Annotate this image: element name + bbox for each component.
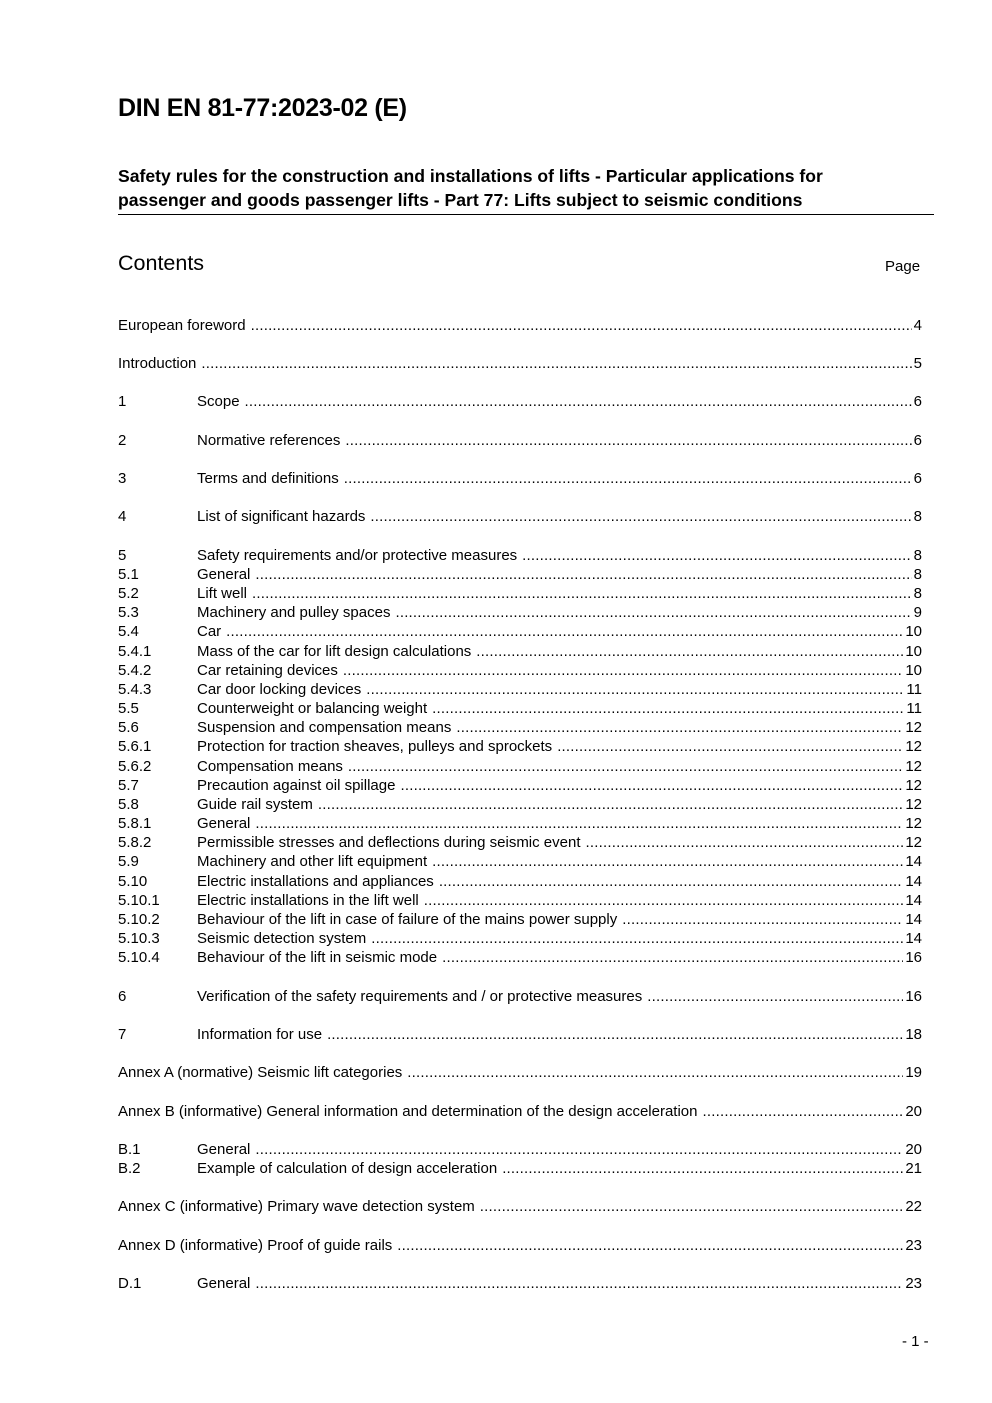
toc-entry-title: Verification of the safety requirements and / or protective measures	[197, 988, 643, 1005]
toc-entry-number: 5.4	[118, 623, 139, 640]
toc-entry-title: Protection for traction sheaves, pulleys and sprockets	[197, 738, 553, 755]
document-title	[118, 164, 934, 215]
toc-entry-number: 5.7	[118, 777, 139, 794]
toc-entry-number: B.2	[118, 1160, 141, 1177]
toc-entry-page: 5	[913, 355, 922, 372]
toc-dot-leader	[371, 929, 903, 948]
toc-entry[interactable]	[118, 1063, 922, 1082]
footer-page-number: - 1 -	[902, 1333, 929, 1350]
toc-entry-number: 2	[118, 432, 127, 449]
toc-entry-number: 5.8.1	[118, 815, 152, 832]
toc-dot-leader	[201, 354, 911, 373]
toc-entry-number: 5.6.2	[118, 758, 152, 775]
toc-dot-leader	[647, 987, 903, 1006]
toc-entry-page: 19	[905, 1064, 922, 1081]
toc-dot-leader	[476, 642, 903, 661]
toc-dot-leader	[255, 565, 911, 584]
toc-entry-title: Annex A (normative) Seismic lift categories	[118, 1064, 403, 1081]
toc-entry-number: 5.1	[118, 566, 139, 583]
toc-entry-title: Permissible stresses and deflections during seismic event	[197, 834, 581, 851]
toc-dot-leader	[366, 680, 904, 699]
toc-dot-leader	[432, 852, 903, 871]
toc-dot-leader	[400, 776, 903, 795]
toc-entry-title: Machinery and pulley spaces	[197, 604, 391, 621]
toc-entry-number: 7	[118, 1026, 127, 1043]
toc-entry-page: 8	[913, 547, 922, 564]
toc-entry-page: 11	[906, 700, 922, 717]
toc-entry-title: Electric installations and appliances	[197, 873, 434, 890]
toc-entry-number: 5	[118, 547, 127, 564]
toc-entry[interactable]	[118, 469, 922, 488]
toc-dot-leader	[348, 757, 903, 776]
toc-entry-title: Behaviour of the lift in seismic mode	[197, 949, 438, 966]
toc-entry[interactable]	[118, 316, 922, 335]
toc-entry-title: Electric installations in the lift well	[197, 892, 419, 909]
toc-dot-leader	[255, 1140, 903, 1159]
toc-entry-number: 5.4.2	[118, 662, 152, 679]
toc-entry[interactable]	[118, 1274, 922, 1293]
toc-entry-page: 6	[913, 393, 922, 410]
toc-entry[interactable]	[118, 814, 922, 833]
toc-entry-number: 5.5	[118, 700, 139, 717]
toc-entry[interactable]	[118, 833, 922, 852]
toc-entry[interactable]	[118, 661, 922, 680]
toc-dot-leader	[245, 392, 912, 411]
toc-entry-number: 5.10.4	[118, 949, 160, 966]
toc-dot-leader	[622, 910, 903, 929]
toc-entry-title: Guide rail system	[197, 796, 313, 813]
toc-entry-page: 10	[905, 643, 922, 660]
toc-entry-title: List of significant hazards	[197, 508, 366, 525]
toc-entry[interactable]	[118, 1140, 922, 1159]
toc-entry-page: 9	[913, 604, 922, 621]
toc-dot-leader	[252, 584, 912, 603]
toc-entry-title: Car	[197, 623, 222, 640]
toc-entry[interactable]	[118, 622, 922, 641]
toc-entry-title: General	[197, 566, 251, 583]
toc-entry-number: 5.10.3	[118, 930, 160, 947]
toc-entry-title: Lift well	[197, 585, 248, 602]
toc-entry-page: 14	[905, 853, 922, 870]
toc-entry[interactable]	[118, 354, 922, 373]
toc-entry-page: 20	[905, 1141, 922, 1158]
toc-entry[interactable]	[118, 584, 922, 603]
toc-entry[interactable]	[118, 852, 922, 871]
toc-entry-page: 20	[905, 1103, 922, 1120]
toc-entry-page: 8	[913, 566, 922, 583]
toc-entry-page: 16	[905, 988, 922, 1005]
toc-entry[interactable]	[118, 680, 922, 699]
toc-dot-leader	[370, 507, 911, 526]
toc-entry-number: B.1	[118, 1141, 141, 1158]
toc-entry-title: Normative references	[197, 432, 341, 449]
contents-heading: Contents	[118, 251, 205, 275]
toc-entry[interactable]	[118, 699, 922, 718]
toc-dot-leader	[439, 872, 904, 891]
toc-entry-number: 1	[118, 393, 127, 410]
toc-entry[interactable]	[118, 776, 922, 795]
toc-entry-title: Safety requirements and/or protective measures	[197, 547, 518, 564]
toc-entry[interactable]	[118, 1102, 922, 1121]
toc-dot-leader	[397, 1236, 903, 1255]
document-title-line-1: Safety rules for the construction and installations of lifts - Particular applications for	[118, 166, 823, 186]
toc-entry-number: 5.2	[118, 585, 139, 602]
toc-entry-page: 12	[905, 738, 922, 755]
toc-entry-page: 12	[905, 719, 922, 736]
toc-entry-page: 16	[905, 949, 922, 966]
toc-entry-title: Car door locking devices	[197, 681, 362, 698]
toc-entry-number: 5.4.3	[118, 681, 152, 698]
toc-entry-page: 23	[905, 1275, 922, 1292]
toc-entry[interactable]	[118, 929, 922, 948]
toc-entry-page: 14	[905, 873, 922, 890]
toc-entry-page: 12	[905, 777, 922, 794]
toc-entry-page: 11	[906, 681, 922, 698]
toc-entry-page: 8	[913, 508, 922, 525]
toc-entry[interactable]	[118, 948, 922, 967]
toc-entry[interactable]	[118, 891, 922, 910]
toc-entry-title: General	[197, 1141, 251, 1158]
toc-entry-title: Behaviour of the lift in case of failure of the mains power supply	[197, 911, 618, 928]
toc-entry[interactable]	[118, 1197, 922, 1216]
toc-entry-page: 4	[913, 317, 922, 334]
toc-entry-number: 5.3	[118, 604, 139, 621]
page-column-heading: Page	[885, 258, 921, 275]
toc-dot-leader	[251, 316, 912, 335]
toc-dot-leader	[255, 814, 903, 833]
toc-entry-page: 14	[905, 892, 922, 909]
toc-entry[interactable]	[118, 392, 922, 411]
toc-entry-number: 6	[118, 988, 127, 1005]
toc-entry-page: 6	[913, 432, 922, 449]
toc-entry[interactable]	[118, 910, 922, 929]
toc-entry-page: 12	[905, 758, 922, 775]
toc-entry-page: 23	[905, 1237, 922, 1254]
toc-entry[interactable]	[118, 987, 922, 1006]
toc-entry-number: 5.6	[118, 719, 139, 736]
toc-entry-page: 6	[913, 470, 922, 487]
toc-entry-number: 5.9	[118, 853, 139, 870]
toc-dot-leader	[703, 1102, 904, 1121]
toc-entry-page: 12	[905, 796, 922, 813]
toc-entry[interactable]	[118, 431, 922, 450]
toc-entry[interactable]	[118, 737, 922, 756]
toc-dot-leader	[226, 622, 903, 641]
toc-entry[interactable]	[118, 757, 922, 776]
toc-dot-leader	[456, 718, 903, 737]
toc-entry-page: 18	[905, 1026, 922, 1043]
toc-entry[interactable]	[118, 795, 922, 814]
toc-entry-title: Counterweight or balancing weight	[197, 700, 428, 717]
toc-dot-leader	[407, 1063, 903, 1082]
toc-dot-leader	[395, 603, 911, 622]
toc-entry-number: 5.6.1	[118, 738, 152, 755]
toc-dot-leader	[557, 737, 903, 756]
toc-dot-leader	[522, 546, 912, 565]
toc-dot-leader	[432, 699, 904, 718]
toc-entry-number: 3	[118, 470, 127, 487]
toc-entry-title: Terms and definitions	[197, 470, 339, 487]
toc-entry-title: European foreword	[118, 317, 246, 334]
toc-dot-leader	[442, 948, 903, 967]
toc-entry-number: D.1	[118, 1275, 142, 1292]
toc-dot-leader	[480, 1197, 904, 1216]
toc-entry-title: Annex B (informative) General information and determination of the design acceleration	[118, 1103, 698, 1120]
toc-dot-leader	[424, 891, 904, 910]
toc-dot-leader	[255, 1274, 903, 1293]
toc-entry-title: Information for use	[197, 1026, 323, 1043]
toc-entry-page: 10	[905, 623, 922, 640]
toc-entry[interactable]	[118, 642, 922, 661]
toc-entry-page: 10	[905, 662, 922, 679]
toc-entry[interactable]	[118, 507, 922, 526]
toc-dot-leader	[345, 431, 911, 450]
toc-entry-number: 5.8.2	[118, 834, 152, 851]
toc-entry-page: 12	[905, 815, 922, 832]
toc-entry-title: Mass of the car for lift design calculations	[197, 643, 472, 660]
toc-entry[interactable]	[118, 1159, 922, 1178]
toc-entry[interactable]	[118, 1236, 922, 1255]
document-title-line-2: passenger and goods passenger lifts - Part 77: Lifts subject to seismic conditions	[118, 190, 803, 210]
toc-entry-number: 5.10.2	[118, 911, 160, 928]
toc-entry[interactable]	[118, 603, 922, 622]
toc-entry-title: Suspension and compensation means	[197, 719, 452, 736]
toc-dot-leader	[343, 661, 903, 680]
toc-entry-title: General	[197, 1275, 251, 1292]
document-id: DIN EN 81-77:2023-02 (E)	[118, 94, 407, 122]
toc-entry-title: Compensation means	[197, 758, 343, 775]
toc-entry-number: 4	[118, 508, 127, 525]
toc-entry-title: Machinery and other lift equipment	[197, 853, 428, 870]
toc-entry[interactable]	[118, 718, 922, 737]
toc-entry-title: Scope	[197, 393, 240, 410]
toc-entry[interactable]	[118, 1025, 922, 1044]
toc-entry[interactable]	[118, 546, 922, 565]
toc-dot-leader	[344, 469, 912, 488]
toc-dot-leader	[586, 833, 904, 852]
toc-entry-number: 5.4.1	[118, 643, 152, 660]
toc-dot-leader	[318, 795, 903, 814]
toc-entry-page: 12	[905, 834, 922, 851]
toc-entry-number: 5.10	[118, 873, 148, 890]
toc-entry-page: 14	[905, 930, 922, 947]
toc-entry[interactable]	[118, 872, 922, 891]
toc-dot-leader	[327, 1025, 903, 1044]
toc-dot-leader	[502, 1159, 903, 1178]
toc-entry-page: 8	[913, 585, 922, 602]
toc-entry-title: Example of calculation of design acceleration	[197, 1160, 498, 1177]
toc-entry-title: Annex C (informative) Primary wave detection system	[118, 1198, 475, 1215]
toc-entry-page: 14	[905, 911, 922, 928]
toc-entry-number: 5.8	[118, 796, 139, 813]
toc-entry-title: Annex D (informative) Proof of guide rails	[118, 1237, 393, 1254]
toc-entry-title: General	[197, 815, 251, 832]
toc-entry-page: 22	[905, 1198, 922, 1215]
toc-entry-page: 21	[905, 1160, 922, 1177]
toc-entry-number: 5.10.1	[118, 892, 160, 909]
toc-entry-title: Car retaining devices	[197, 662, 338, 679]
toc-entry-title: Introduction	[118, 355, 197, 372]
toc-entry-title: Seismic detection system	[197, 930, 367, 947]
toc-entry-title: Precaution against oil spillage	[197, 777, 396, 794]
toc-entry[interactable]	[118, 565, 922, 584]
